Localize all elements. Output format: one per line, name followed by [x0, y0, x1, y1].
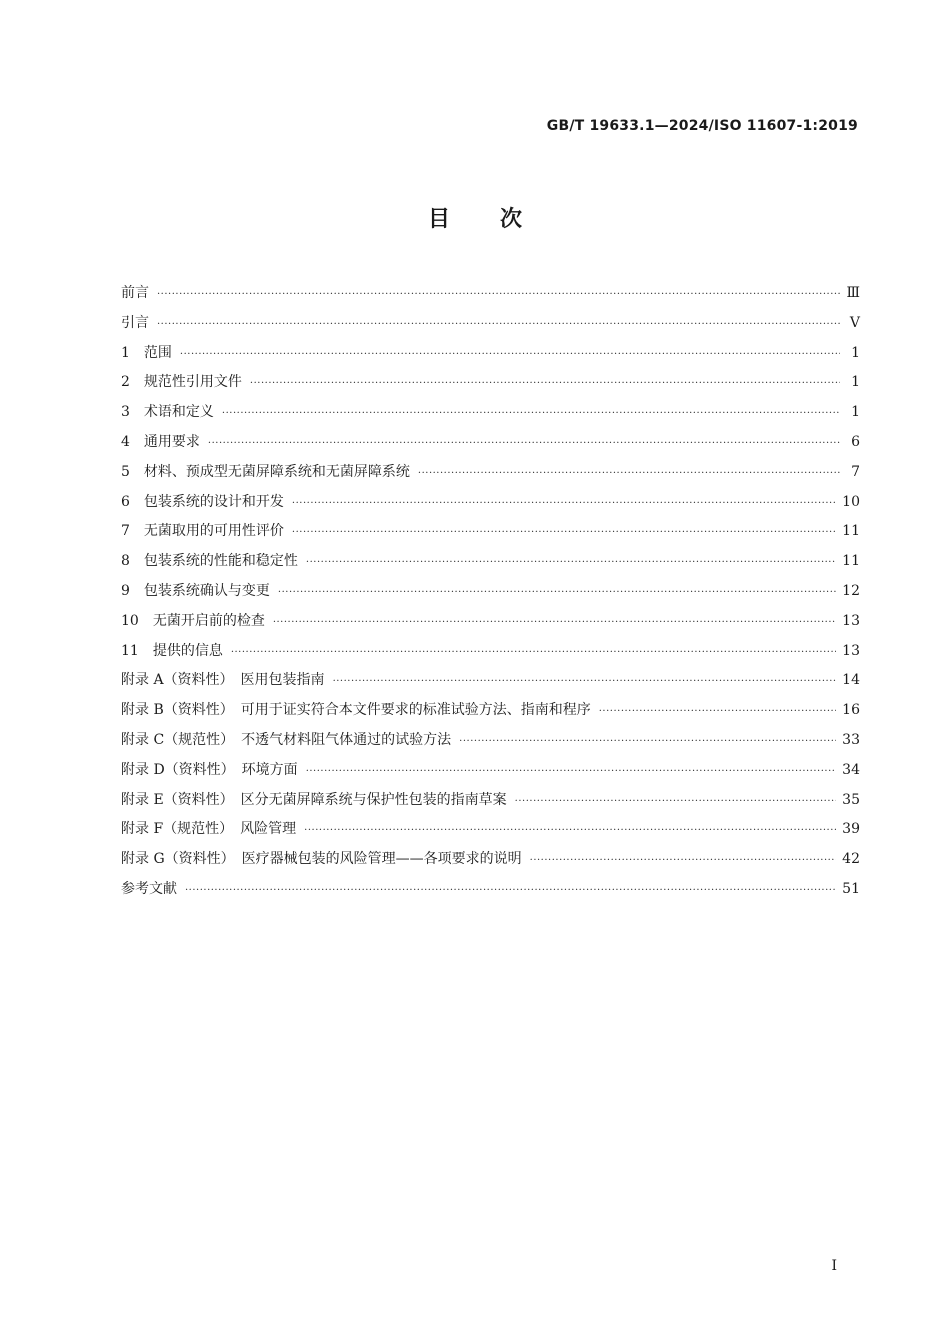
toc-entry-page: 1	[851, 344, 860, 361]
toc-entry-page: 12	[842, 582, 860, 599]
toc-entry-label: 7 无菌取用的可用性评价	[121, 523, 284, 540]
toc-entry-label: 附录 D（资料性） 环境方面	[121, 761, 298, 778]
toc-entry-label: 附录 A（资料性） 医用包装指南	[121, 672, 325, 689]
toc-entry-page: 14	[842, 672, 860, 689]
toc-entry-label: 附录 B（资料性） 可用于证实符合本文件要求的标准试验方法、指南和程序	[121, 702, 591, 719]
toc-leader-dots	[515, 792, 837, 812]
toc-entry-label: 6 包装系统的设计和开发	[121, 493, 284, 510]
toc-entry-label: 附录 G（资料性） 医疗器械包装的风险管理——各项要求的说明	[121, 851, 522, 868]
toc-leader-dots	[157, 315, 840, 335]
toc-entry-page: 1	[851, 404, 860, 421]
toc-entry-label: 附录 F（规范性） 风险管理	[121, 821, 297, 838]
toc-entry-label: 2 规范性引用文件	[121, 374, 242, 391]
toc-entry[interactable]	[121, 372, 860, 402]
toc-entry[interactable]	[121, 462, 860, 492]
toc-entry[interactable]	[121, 760, 860, 790]
toc-leader-dots	[185, 881, 836, 901]
toc-entry-page: 34	[842, 761, 860, 778]
toc-leader-dots	[418, 464, 840, 484]
toc-entry[interactable]	[121, 700, 860, 730]
toc-entry-label: 1 范围	[121, 344, 172, 361]
toc-entry-page: 39	[842, 821, 860, 838]
toc-leader-dots	[250, 374, 840, 394]
toc-entry-page: 13	[842, 642, 860, 659]
toc-entry[interactable]	[121, 790, 860, 820]
toc-leader-dots	[278, 583, 836, 603]
toc-entry[interactable]	[121, 492, 860, 522]
toc-entry-label: 9 包装系统确认与变更	[121, 582, 270, 599]
toc-entry-label: 5 材料、预成型无菌屏障系统和无菌屏障系统	[121, 463, 410, 480]
toc-entry-page: 1	[851, 374, 860, 391]
toc-leader-dots	[530, 851, 837, 871]
toc-entry[interactable]	[121, 343, 860, 373]
toc-entry[interactable]	[121, 730, 860, 760]
toc-entry[interactable]	[121, 402, 860, 432]
standard-number: GB/T 19633.1—2024/ISO 11607-1:2019	[546, 118, 858, 134]
toc-leader-dots	[304, 821, 836, 841]
toc-entry[interactable]	[121, 879, 860, 909]
toc-entry-label: 附录 E（资料性） 区分无菌屏障系统与保护性包装的指南草案	[121, 791, 507, 808]
toc-leader-dots	[306, 762, 836, 782]
toc-entry[interactable]	[121, 283, 860, 313]
toc-leader-dots	[292, 494, 836, 514]
toc-entry-page: Ⅴ	[849, 314, 860, 331]
toc-entry[interactable]	[121, 849, 860, 879]
toc-leader-dots	[599, 702, 836, 722]
footer-page-number: I	[831, 1258, 837, 1274]
toc-entry-label: 附录 C（规范性） 不透气材料阻气体通过的试验方法	[121, 731, 452, 748]
toc-entry-page: 51	[842, 880, 860, 897]
toc-entry-page: 11	[842, 553, 860, 570]
toc-leader-dots	[157, 285, 840, 305]
toc-entry-label: 11 提供的信息	[121, 642, 223, 659]
title-char-right: 次	[500, 207, 523, 232]
toc-entry-page: 13	[842, 612, 860, 629]
toc-entry-label: 8 包装系统的性能和稳定性	[121, 553, 298, 570]
toc-entry-page: 10	[842, 493, 860, 510]
toc-entry[interactable]	[121, 819, 860, 849]
toc-entry-page: 42	[842, 851, 860, 868]
toc-entry-page: 6	[851, 433, 860, 450]
toc-entry-page: 35	[842, 791, 860, 808]
toc-entry[interactable]	[121, 641, 860, 671]
toc-entry-label: 10 无菌开启前的检查	[121, 612, 265, 629]
toc-entry-page: 33	[842, 731, 860, 748]
toc-entry[interactable]	[121, 611, 860, 641]
toc-leader-dots	[208, 434, 840, 454]
toc-entry-page: 16	[842, 702, 860, 719]
toc-leader-dots	[306, 553, 836, 573]
page-title	[0, 202, 950, 233]
toc-leader-dots	[222, 404, 840, 424]
toc-leader-dots	[273, 613, 836, 633]
toc-entry[interactable]	[121, 521, 860, 551]
toc-leader-dots	[333, 672, 837, 692]
toc-entry-label: 3 术语和定义	[121, 404, 214, 421]
toc-entry-label: 参考文献	[121, 880, 177, 897]
table-of-contents	[121, 283, 860, 909]
toc-leader-dots	[292, 523, 836, 543]
toc-entry[interactable]	[121, 551, 860, 581]
title-char-left: 目	[427, 207, 450, 232]
toc-leader-dots	[459, 732, 836, 752]
toc-entry-page: 7	[851, 463, 860, 480]
toc-entry[interactable]	[121, 432, 860, 462]
toc-leader-dots	[231, 643, 836, 663]
toc-entry-page: Ⅲ	[846, 285, 860, 301]
toc-entry[interactable]	[121, 313, 860, 343]
toc-entry-label: 引言	[121, 314, 149, 331]
toc-entry-page: 11	[842, 523, 860, 540]
toc-leader-dots	[180, 345, 840, 365]
toc-entry[interactable]	[121, 581, 860, 611]
toc-entry-label: 4 通用要求	[121, 433, 200, 450]
toc-entry-label: 前言	[121, 285, 149, 301]
toc-entry[interactable]	[121, 670, 860, 700]
